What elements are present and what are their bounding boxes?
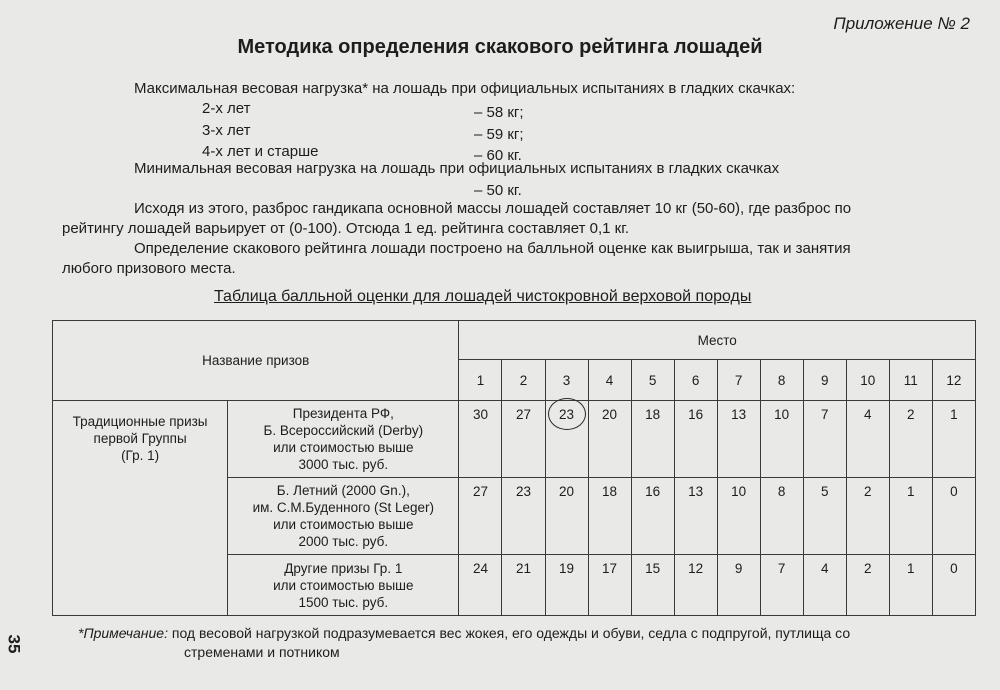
footnote-text: под весовой нагрузкой подразумевается вес жокея, его одежды и обуви, седла с подпругой, путлища со [167,625,851,641]
score-cell: 0 [932,478,975,555]
table-row [53,401,976,478]
score-cell: 0 [932,555,975,616]
score-cell: 13 [674,478,717,555]
place-number: 11 [889,360,932,401]
appendix-label: Приложение № 2 [833,14,970,33]
group-cell [53,401,228,616]
score-cell: 20 [545,478,588,555]
paragraph-text: рейтингу лошадей варьирует от (0-100). Отсюда 1 ед. рейтинга составляет 0,1 кг. [62,220,630,237]
score-cell: 1 [932,401,975,478]
place-number: 4 [588,360,631,401]
prize-line: Б. Всероссийский (Derby) [263,423,424,438]
score-cell: 2 [889,401,932,478]
prize-cell [228,401,459,478]
place-number: 5 [631,360,674,401]
place-number: 12 [932,360,975,401]
prize-line: 1500 тыс. руб. [298,594,389,610]
score-cell: 24 [459,555,502,616]
score-cell: 18 [631,401,674,478]
score-cell: 15 [631,555,674,616]
score-cell: 21 [502,555,545,616]
score-cell: 7 [760,555,803,616]
age-label: 3-х лет [202,122,251,139]
prize-line: 2000 тыс. руб. [298,534,389,549]
score-cell: 20 [588,401,631,478]
place-number: 10 [846,360,889,401]
prize-cell [228,478,459,555]
place-number: 3 [545,360,588,401]
score-cell: 30 [459,401,502,478]
score-cell: 23 [545,401,588,478]
prize-line: или стоимостью выше [273,517,414,532]
pen-circle-mark [548,398,586,430]
footnote-label: *Примечание: [78,625,168,641]
prize-name-header: Название призов [53,321,459,401]
score-cell: 18 [588,478,631,555]
place-number: 2 [502,360,545,401]
table-header-row [53,321,976,360]
score-cell: 4 [803,555,846,616]
group-label: первой Группы [93,431,187,446]
score-cell: 10 [760,401,803,478]
group-label: Традиционные призы [72,414,208,429]
score-cell: 2 [846,478,889,555]
score-cell: 23 [502,478,545,555]
score-cell: 12 [674,555,717,616]
score-cell: 7 [803,401,846,478]
rating-table [52,320,976,616]
score-cell: 8 [760,478,803,555]
prize-cell [228,555,459,616]
score-cell: 27 [459,478,502,555]
score-cell: 5 [803,478,846,555]
prize-line: им. С.М.Буденного (St Leger) [252,500,435,515]
min-weight: – 50 кг. [474,182,522,199]
score-cell: 4 [846,401,889,478]
age-label: 4-х лет и старше [202,143,319,160]
score-cell: 13 [717,401,760,478]
place-number: 9 [803,360,846,401]
place-number: 7 [717,360,760,401]
paragraph-text: любого призового места. [62,260,236,277]
prize-line: 3000 тыс. руб. [298,457,389,472]
score-cell: 19 [545,555,588,616]
score-cell: 1 [889,478,932,555]
score-cell: 16 [674,401,717,478]
paragraph-text: Определение скакового рейтинга лошади построено на балльной оценке как выигрыша, так и занятия [134,240,851,257]
score-cell: 2 [846,555,889,616]
score-cell: 17 [588,555,631,616]
max-load-text: Максимальная весовая нагрузка* на лошадь при официальных испытаниях в гладких скачках: [134,80,796,97]
prize-line: Б. Летний (2000 Gn.), [276,483,410,498]
place-number: 6 [674,360,717,401]
place-number: 1 [459,360,502,401]
page-title: Методика определения скакового рейтинга лошадей [237,36,763,58]
score-cell: 1 [889,555,932,616]
score-cell: 9 [717,555,760,616]
score-cell: 27 [502,401,545,478]
prize-line: Президента РФ, [292,406,394,421]
place-header: Место [459,321,976,360]
age-label: 2-х лет [202,100,251,117]
group-label: (Гр. 1) [121,448,160,463]
min-load-text: Минимальная весовая нагрузка на лошадь при официальных испытаниях в гладких скачках [134,160,780,177]
place-number: 8 [760,360,803,401]
page-number: 35 [4,634,24,654]
prize-line: или стоимостью выше [273,440,414,455]
score-cell: 10 [717,478,760,555]
age-weight: – 58 кг; [474,104,524,121]
paragraph-text: Исходя из этого, разброс гандикапа основной массы лошадей составляет 10 кг (50-60), где разброс по [134,200,852,217]
age-weight: – 59 кг; [474,126,524,143]
prize-line: Другие призы Гр. 1 [284,560,403,576]
footnote-text: стременами и потником [184,644,340,660]
score-cell: 16 [631,478,674,555]
age-weight: – 60 кг. [474,147,522,164]
table-title: Таблица балльной оценки для лошадей чистокровной верховой породы [214,288,752,305]
prize-line: или стоимостью выше [273,577,414,593]
footnote [78,624,958,662]
